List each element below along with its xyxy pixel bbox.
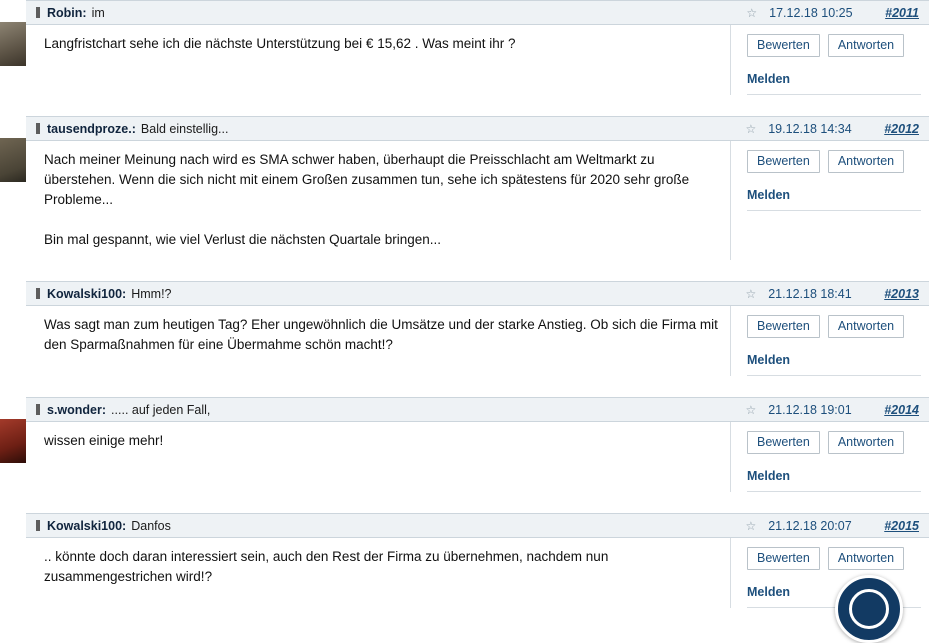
- avatar-column: [0, 0, 26, 95]
- post-text: [26, 141, 730, 260]
- avatar-column: [0, 281, 26, 376]
- star-icon[interactable]: ☆: [745, 286, 757, 301]
- avatar-column: [0, 513, 26, 608]
- post-timestamp: 21.12.18 20:07: [768, 518, 852, 533]
- post-marker-icon: [36, 404, 40, 415]
- circle-icon: [849, 589, 889, 629]
- report-link[interactable]: Melden: [747, 585, 791, 599]
- rate-button[interactable]: Bewerten: [747, 547, 820, 570]
- post-subject: Bald einstellig...: [140, 121, 229, 136]
- post-author[interactable]: Kowalski100:: [47, 286, 127, 301]
- avatar: [0, 535, 26, 579]
- post-author[interactable]: tausendproze.:: [47, 121, 136, 136]
- post-marker-icon: [36, 123, 40, 134]
- post-paragraph: wissen einige mehr!: [44, 433, 164, 448]
- post-timestamp: 19.12.18 14:34: [768, 121, 852, 136]
- post-text: [26, 25, 730, 95]
- forum-post: [0, 513, 929, 608]
- avatar-column: [0, 397, 26, 492]
- rate-button[interactable]: Bewerten: [747, 431, 820, 454]
- avatar-column: [0, 116, 26, 260]
- post-number-link[interactable]: #2015: [884, 518, 919, 533]
- post-separator: [0, 95, 929, 116]
- report-link[interactable]: Melden: [747, 353, 791, 367]
- post-actions: [730, 25, 929, 95]
- post-marker-icon: [36, 288, 40, 299]
- post-paragraph: .. könnte doch daran interessiert sein, auch den Rest der Firma zu übernehmen, nachdem nun zusammengestrichen wird!?: [44, 549, 609, 584]
- avatar: [0, 138, 26, 182]
- post-timestamp: 17.12.18 10:25: [769, 5, 853, 20]
- reply-button[interactable]: Antworten: [828, 547, 904, 570]
- post-author[interactable]: Kowalski100:: [47, 518, 127, 533]
- post-number-link[interactable]: #2011: [885, 5, 919, 20]
- post-number-link[interactable]: #2013: [884, 286, 919, 301]
- floating-action-badge[interactable]: [835, 575, 903, 643]
- forum-post: [0, 116, 929, 260]
- forum-post: [0, 0, 929, 95]
- report-link[interactable]: Melden: [747, 188, 791, 202]
- post-header: [26, 397, 929, 422]
- post-marker-icon: [36, 520, 40, 531]
- rate-button[interactable]: Bewerten: [747, 315, 820, 338]
- post-paragraph: Was sagt man zum heutigen Tag? Eher ungewöhnlich die Umsätze und der starke Anstieg. Ob sich die Firma mit den Sparmaßnahmen für eine Übermahme schön macht!?: [44, 317, 718, 352]
- reply-button[interactable]: Antworten: [828, 150, 904, 173]
- reply-button[interactable]: Antworten: [828, 34, 904, 57]
- post-marker-icon: [36, 7, 40, 18]
- post-subject: im: [91, 5, 105, 20]
- post-header: [26, 281, 929, 306]
- avatar: [0, 303, 26, 347]
- report-link[interactable]: Melden: [747, 72, 791, 86]
- reply-button[interactable]: Antworten: [828, 315, 904, 338]
- post-text: [26, 538, 730, 608]
- post-text: [26, 422, 730, 492]
- avatar: [0, 22, 26, 66]
- post-author[interactable]: Robin:: [47, 5, 87, 20]
- post-header: [26, 0, 929, 25]
- post-number-link[interactable]: #2012: [884, 121, 919, 136]
- post-subject: ..... auf jeden Fall,: [111, 402, 211, 417]
- star-icon[interactable]: ☆: [745, 518, 757, 533]
- star-icon[interactable]: ☆: [745, 402, 757, 417]
- post-timestamp: 21.12.18 19:01: [768, 402, 852, 417]
- post-separator: [0, 260, 929, 281]
- post-actions: [730, 141, 929, 260]
- post-paragraph: Langfristchart sehe ich die nächste Unterstützung bei € 15,62 . Was meint ihr ?: [44, 36, 516, 51]
- post-paragraph: Bin mal gespannt, wie viel Verlust die nächsten Quartale bringen...: [44, 232, 441, 247]
- post-actions: [730, 422, 929, 492]
- post-separator: [0, 376, 929, 397]
- post-timestamp: 21.12.18 18:41: [768, 286, 852, 301]
- rate-button[interactable]: Bewerten: [747, 34, 820, 57]
- post-subject: Danfos: [131, 518, 171, 533]
- post-number-link[interactable]: #2014: [884, 402, 919, 417]
- report-link[interactable]: Melden: [747, 469, 791, 483]
- post-author[interactable]: s.wonder:: [47, 402, 107, 417]
- post-header: [26, 116, 929, 141]
- avatar: [0, 419, 26, 463]
- post-header: [26, 513, 929, 538]
- star-icon[interactable]: ☆: [746, 5, 758, 20]
- star-icon[interactable]: ☆: [745, 121, 757, 136]
- post-paragraph: Nach meiner Meinung nach wird es SMA schwer haben, überhaupt die Preisschlacht am Weltmarkt zu überstehen. Wenn die sich nicht mit einem Großen zusammen tun, sehe ich spätestens für 2020 sehr große Probleme...: [44, 152, 690, 207]
- forum-post: [0, 397, 929, 492]
- forum-post: [0, 281, 929, 376]
- post-subject: Hmm!?: [131, 286, 172, 301]
- post-text: [26, 306, 730, 376]
- reply-button[interactable]: Antworten: [828, 431, 904, 454]
- rate-button[interactable]: Bewerten: [747, 150, 820, 173]
- post-actions: [730, 306, 929, 376]
- post-separator: [0, 492, 929, 513]
